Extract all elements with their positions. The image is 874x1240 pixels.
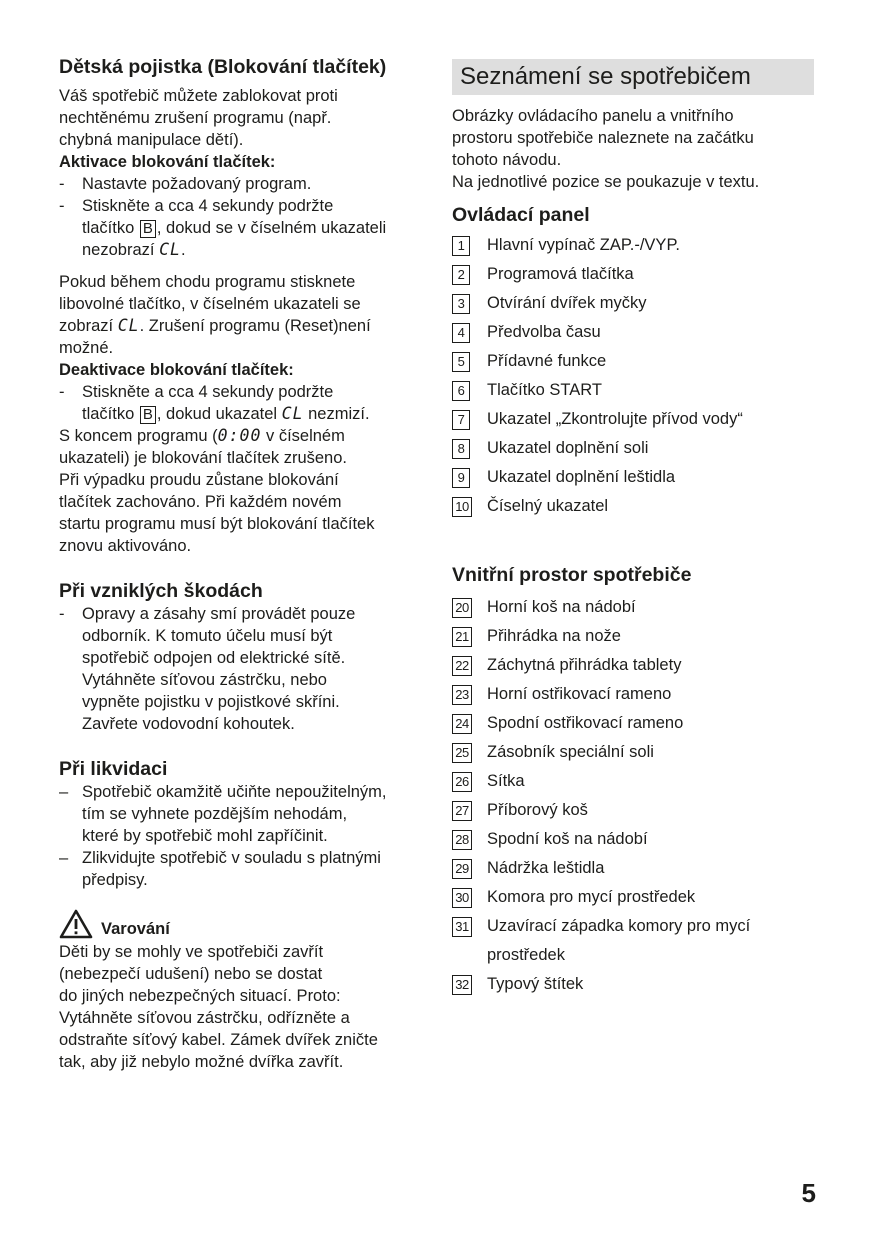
- damage-item: - Opravy a zásahy smí provádět pouze odborník. K tomuto účelu musí být spotřebič odpojen od elektrické sítě. Vytáhněte síťovou zástrčku, nebo vypněte pojistku v pojistkové skříni. Zavřete vodovodní kohoutek.: [59, 605, 356, 733]
- list-item: 30 Komora pro mycí prostředek: [452, 883, 822, 912]
- left-column: [59, 55, 429, 1073]
- control-panel-heading: Ovládací panel: [452, 204, 590, 226]
- deactivate-heading: Deaktivace blokování tlačítek:: [59, 361, 294, 379]
- end-text: startu programu musí být blokování tlačítek: [59, 515, 375, 533]
- list-item: 29 Nádržka leštidla: [452, 854, 822, 883]
- list-item: 8 Ukazatel doplnění soli: [452, 434, 822, 463]
- end-text: ukazateli) je blokování tlačítek zrušeno.: [59, 449, 347, 467]
- deactivate-step-1: - Stiskněte a cca 4 sekundy podržte tlačítko B , dokud ukazatel CL nezmizí.: [59, 383, 370, 423]
- intro-line: Na jednotlivé pozice se poukazuje v textu.: [452, 173, 760, 191]
- list-item: 28 Spodní koš na nádobí: [452, 825, 822, 854]
- warning-text: tak, aby již nebylo možné dvířka zavřít.: [59, 1053, 344, 1071]
- list-item: 21 Přihrádka na nože: [452, 622, 822, 651]
- section-title-bar: [452, 59, 814, 95]
- key-b-symbol: B: [140, 220, 156, 238]
- cl-display-symbol: CL: [117, 316, 140, 335]
- warning-text: do jiných nebezpečných situací. Proto:: [59, 987, 341, 1005]
- activate-heading: Aktivace blokování tlačítek:: [59, 153, 276, 171]
- end-text: S koncem programu (0:00 v číselném: [59, 426, 345, 445]
- warning-text: (nebezpečí udušení) nebo se dostat: [59, 965, 323, 983]
- list-item: 31 Uzavírací západka komory pro mycí prostředek: [452, 912, 822, 970]
- list-item: 2 Programová tlačítka: [452, 260, 822, 289]
- press-text: Pokud během chodu programu stisknete: [59, 273, 356, 291]
- list-item: 7 Ukazatel „Zkontrolujte přívod vody“: [452, 405, 822, 434]
- warning-header: [59, 909, 429, 939]
- disposal-item: – Zlikvidujte spotřebič v souladu s platnými předpisy.: [59, 849, 381, 889]
- warning-triangle-icon: [59, 909, 93, 939]
- warning-text: odstraňte síťový kabel. Zámek dvířek zničte: [59, 1031, 378, 1049]
- end-text: tlačítek zachováno. Při každém novém: [59, 493, 342, 511]
- interior-heading: Vnitřní prostor spotřebiče: [452, 564, 692, 586]
- list-item: 25 Zásobník speciální soli: [452, 738, 822, 767]
- list-item: 20 Horní koš na nádobí: [452, 593, 822, 622]
- list-item: 10 Číselný ukazatel: [452, 492, 822, 521]
- child-lock-heading: Dětská pojistka (Blokování tlačítek): [59, 56, 387, 78]
- intro-line: nechtěnému zrušení programu (např.: [59, 109, 332, 127]
- end-text: znovu aktivováno.: [59, 537, 192, 555]
- press-text: možné.: [59, 339, 114, 357]
- list-item: 22 Záchytná přihrádka tablety: [452, 651, 822, 680]
- intro-line: Váš spotřebič můžete zablokovat proti: [59, 87, 338, 105]
- page-number: 5: [801, 1178, 816, 1208]
- list-item: 6 Tlačítko START: [452, 376, 822, 405]
- cl-display-symbol: CL: [281, 404, 304, 423]
- list-item: 1 Hlavní vypínač ZAP.-/VYP.: [452, 231, 822, 260]
- intro-line: tohoto návodu.: [452, 151, 562, 169]
- intro-line: Obrázky ovládacího panelu a vnitřního: [452, 107, 734, 125]
- warning-text: Děti by se mohly ve spotřebiči zavřít: [59, 943, 324, 961]
- press-text: zobrazí CL. Zrušení programu (Reset)není: [59, 316, 371, 335]
- section-title: Seznámení se spotřebičem: [460, 63, 751, 90]
- activate-step-2: - Stiskněte a cca 4 sekundy podržte tlačítko B , dokud se v číselném ukazateli nezobrazí CL.: [59, 197, 387, 259]
- list-item: 24 Spodní ostřikovací rameno: [452, 709, 822, 738]
- warning-title: Varování: [101, 920, 170, 938]
- list-item: 26 Sítka: [452, 767, 822, 796]
- cl-display-symbol: CL: [159, 240, 181, 259]
- warning-text: Vytáhněte síťovou zástrčku, odřízněte a: [59, 1009, 350, 1027]
- list-item: 3 Otvírání dvířek myčky: [452, 289, 822, 318]
- intro-line: prostoru spotřebiče naleznete na začátku: [452, 129, 754, 147]
- disposal-heading: Při likvidaci: [59, 758, 168, 780]
- list-item: 23 Horní ostřikovací rameno: [452, 680, 822, 709]
- activate-step-1: - Nastavte požadovaný program.: [59, 175, 312, 193]
- interior-list: [452, 593, 822, 999]
- list-item: 32 Typový štítek: [452, 970, 822, 999]
- intro-line: chybná manipulace dětí).: [59, 131, 244, 149]
- damage-heading: Při vzniklých škodách: [59, 580, 263, 602]
- control-panel-list: [452, 231, 822, 521]
- list-item: 9 Ukazatel doplnění leštidla: [452, 463, 822, 492]
- zero-display-symbol: 0:00: [217, 426, 262, 445]
- list-item: 27 Příborový koš: [452, 796, 822, 825]
- list-item: 5 Přídavné funkce: [452, 347, 822, 376]
- key-b-symbol: B: [140, 406, 156, 424]
- press-text: libovolné tlačítko, v číselném ukazateli se: [59, 295, 361, 313]
- end-text: Při výpadku proudu zůstane blokování: [59, 471, 339, 489]
- right-column: [452, 59, 822, 999]
- disposal-item: – Spotřebič okamžitě učiňte nepoužitelným, tím se vyhnete pozdějším nehodám, které by spotřebič mohl zapříčinit.: [59, 783, 387, 845]
- list-item: 4 Předvolba času: [452, 318, 822, 347]
